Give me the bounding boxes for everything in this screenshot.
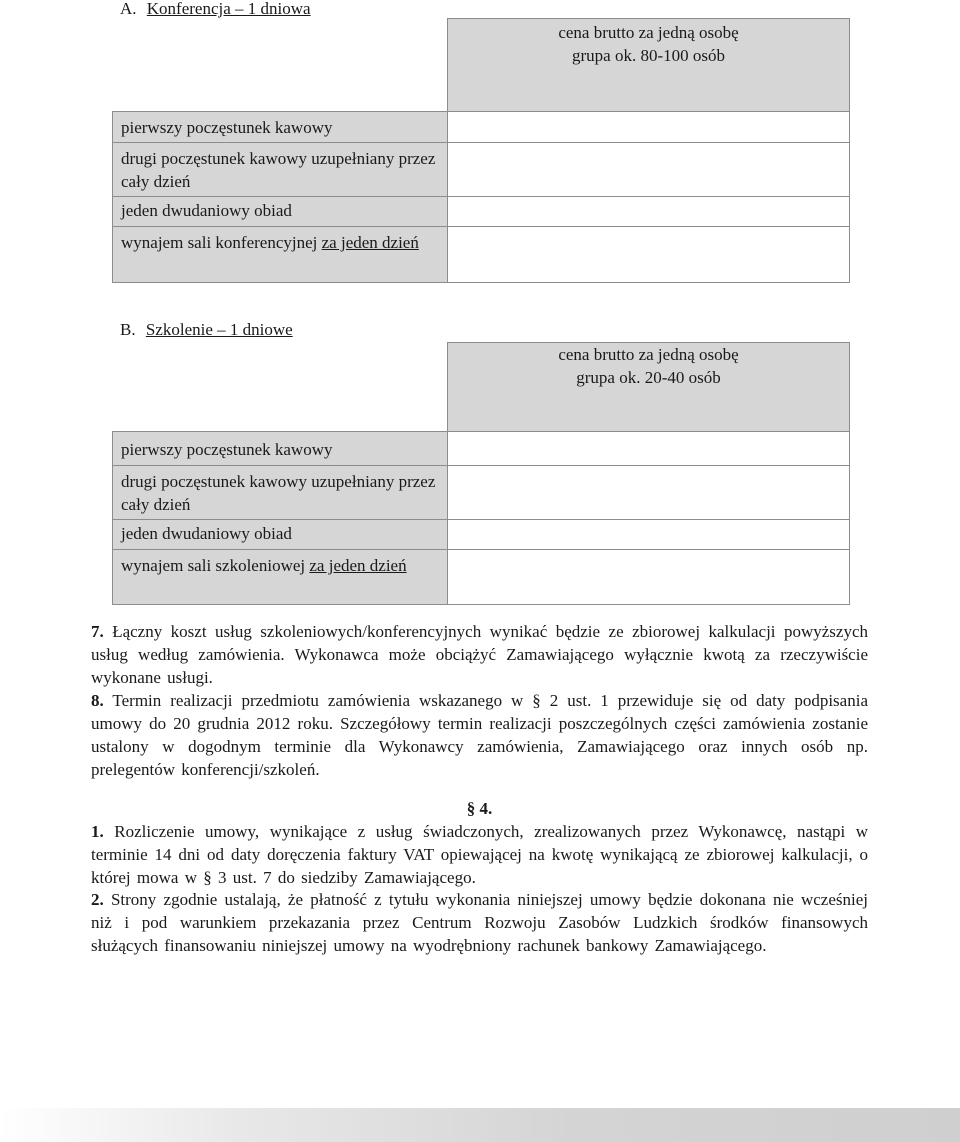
section-4-point-2-text: Strony zgodnie ustalają, że płatność z tytułu wykonania niniejszej umowy będzie dokonana nie wcześniej niż i pod warunkiem przekazania przez Centrum Rozwoju Zasobów Ludzkich środków finansowych służących finansowaniu niniejszej umowy na wyodrębniony rachunek bankowy Zamawiającego.: [91, 890, 868, 955]
table-b-row: [113, 520, 448, 550]
table-a-price-cell-3: [448, 197, 850, 227]
table-a-item-2: drugi poczęstunek kawowy uzupełniany przez cały dzień: [121, 149, 436, 191]
footer-bar: [0, 1108, 960, 1142]
paragraph-7: [91, 620, 868, 689]
table-b-item-3: jeden dwudaniowy obiad: [121, 524, 292, 543]
paragraph-7-text: Łączny koszt usług szkoleniowych/konferencyjnych wynikać będzie ze zbiorowej kalkulacji powyższych usług według zamówienia. Wykonawca może obciążyć Zamawiającego wyłącznie kwotą za rzeczywiście wykonane usługi.: [91, 622, 868, 687]
paragraph-8-text: Termin realizacji przedmiotu zamówienia wskazanego w § 2 ust. 1 przewiduje się od daty podpisania umowy do 20 grudnia 2012 roku. Szczegółowy termin realizacji poszczególnych części zamówienia zostanie ustalony w dogodnym terminie dla Wykonawcy zamówienia, Zamawiającego oraz innych osób np. prelegentów konferencji/szkoleń.: [91, 691, 868, 779]
table-b-price-cell-4: [448, 550, 850, 605]
section-4-point-1: [91, 820, 868, 889]
table-a-header-cell: [448, 19, 850, 112]
section-a-heading: [120, 0, 311, 20]
table-a-price-cell-1: [448, 112, 850, 143]
table-a-header-line1: cena brutto za jedną osobę: [558, 23, 739, 42]
table-a-price-cell-2: [448, 143, 850, 197]
table-b-price-cell-3: [448, 520, 850, 550]
table-b-header-line2: grupa ok. 20-40 osób: [576, 368, 721, 387]
section-4-point-2-number: 2.: [91, 890, 104, 909]
table-b-row: [113, 466, 448, 520]
section-4-point-2: [91, 888, 868, 957]
table-b-header-line1: cena brutto za jedną osobę: [558, 345, 739, 364]
section-b-title: Szkolenie – 1 dniowe: [145, 320, 293, 339]
table-b-price-cell-1: [448, 432, 850, 466]
table-a-header-line2: grupa ok. 80-100 osób: [572, 46, 725, 65]
pricing-table-b: [112, 342, 850, 605]
table-b-item-4-label: wynajem sali szkoleniowej: [121, 556, 306, 575]
table-b-row: [113, 432, 448, 466]
section-4-point-1-text: Rozliczenie umowy, wynikające z usług świadczonych, zrealizowanych przez Wykonawcę, nastąpi w terminie 14 dni od daty doręczenia faktury VAT opiewającej na kwotę wynikającą ze zbiorowej kalkulacji, o której mowa w § 3 ust. 7 do siedziby Zamawiającego.: [91, 822, 869, 887]
paragraph-7-number: 7.: [91, 622, 104, 641]
table-b-item-4-suffix: za jeden dzień: [309, 556, 407, 575]
table-b-item-4: [113, 550, 447, 580]
section-b-letter: B.: [120, 320, 136, 339]
table-b-header-cell: [448, 343, 850, 432]
table-a-row: [113, 112, 448, 143]
table-a-empty-corner: [113, 19, 448, 112]
table-a-item-4-suffix: za jeden dzień: [321, 233, 419, 252]
pricing-table-a: [112, 18, 850, 283]
table-a-item-3: jeden dwudaniowy obiad: [121, 201, 292, 220]
section-a-title: Konferencja – 1 dniowa: [146, 0, 311, 18]
paragraph-8-number: 8.: [91, 691, 104, 710]
section-b-heading: [120, 318, 293, 341]
table-b-row: [113, 550, 448, 605]
table-a-row: [113, 227, 448, 283]
table-a-item-4-label: wynajem sali konferencyjnej: [121, 233, 318, 252]
table-b-item-2: drugi poczęstunek kawowy uzupełniany przez cały dzień: [121, 472, 436, 514]
table-a-row: [113, 143, 448, 197]
table-b-price-cell-2: [448, 466, 850, 520]
table-b-item-1: pierwszy poczęstunek kawowy: [121, 440, 333, 459]
section-4-heading: § 4.: [466, 799, 493, 818]
section-a-letter: A.: [120, 0, 137, 18]
table-a-item-1: pierwszy poczęstunek kawowy: [121, 118, 333, 137]
table-a-item-4: [113, 227, 447, 257]
table-b-empty-corner: [113, 343, 448, 432]
paragraph-8: [91, 689, 868, 781]
table-a-row: [113, 197, 448, 227]
section-4-point-1-number: 1.: [91, 822, 104, 841]
table-a-price-cell-4: [448, 227, 850, 283]
